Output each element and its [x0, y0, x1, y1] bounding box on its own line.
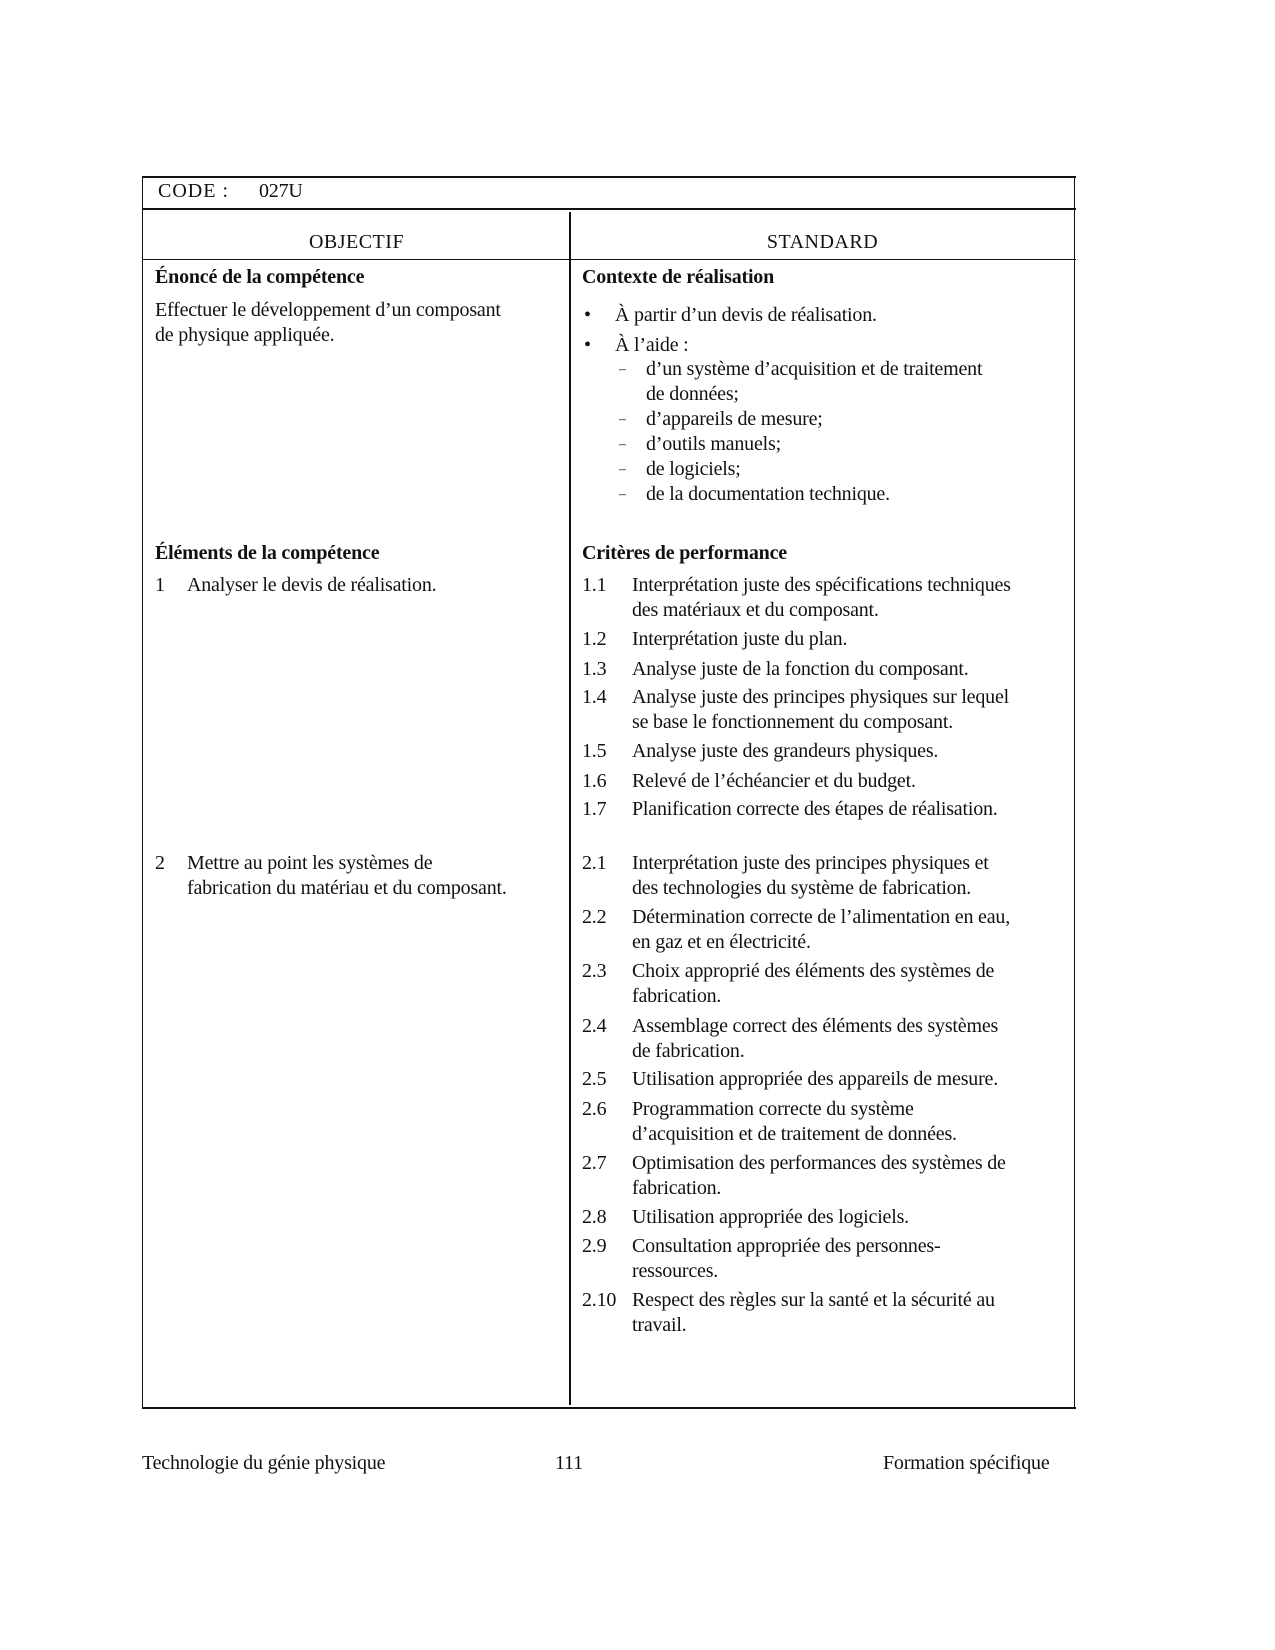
critere-number: 2.1: [582, 852, 607, 874]
contexte-dash-text: d’appareils de mesure;: [646, 408, 823, 430]
critere-number: 1.1: [582, 574, 607, 596]
table-border-left: [142, 176, 143, 1409]
critere-text: Interprétation juste des principes physiques et des technologies du système de fabrication.: [632, 852, 989, 899]
critere-number: 2.8: [582, 1206, 607, 1228]
table-border-right: [1074, 176, 1075, 1409]
critere-number: 2.5: [582, 1068, 607, 1090]
contexte-title: Contexte de réalisation: [582, 266, 775, 288]
footer-page-number: 111: [555, 1452, 583, 1474]
dash-icon: –: [619, 487, 626, 502]
element-number: 1: [155, 574, 165, 596]
critere-number: 2.9: [582, 1235, 607, 1257]
critere-text: Analyse juste des principes physiques sur lequel se base le fonctionnement du composant.: [632, 686, 1009, 733]
dash-icon: –: [619, 412, 626, 427]
critere-text: Planification correcte des étapes de réalisation.: [632, 798, 998, 820]
objectif-header: OBJECTIF: [308, 231, 405, 253]
contexte-bullet-text: À l’aide :: [615, 334, 689, 356]
critere-text: Utilisation appropriée des logiciels.: [632, 1206, 909, 1228]
critere-text: Interprétation juste des spécifications techniques des matériaux et du composant.: [632, 574, 1011, 621]
element-text: Mettre au point les systèmes de fabrication du matériau et du composant.: [187, 852, 507, 899]
table-border-bottom: [142, 1407, 1076, 1409]
critere-text: Choix approprié des éléments des systèmes de fabrication.: [632, 960, 995, 1007]
critere-number: 2.7: [582, 1152, 607, 1174]
enonce-text: Effectuer le développement d’un composant de physique appliquée.: [155, 299, 501, 346]
critere-text: Interprétation juste du plan.: [632, 628, 848, 650]
dash-icon: –: [619, 462, 626, 477]
critere-text: Respect des règles sur la santé et la sécurité au travail.: [632, 1289, 995, 1336]
critere-text: Optimisation des performances des systèmes de fabrication.: [632, 1152, 1006, 1199]
contexte-dash-text: de la documentation technique.: [646, 483, 890, 505]
critere-number: 1.6: [582, 770, 607, 792]
critere-number: 1.5: [582, 740, 607, 762]
critere-number: 2.2: [582, 906, 607, 928]
critere-number: 1.7: [582, 798, 607, 820]
critere-number: 2.6: [582, 1098, 607, 1120]
critere-text: Programmation correcte du système d’acquisition et de traitement de données.: [632, 1098, 957, 1145]
code-row-divider: [142, 208, 1076, 210]
elements-title: Éléments de la compétence: [155, 542, 380, 564]
critere-number: 2.3: [582, 960, 607, 982]
contexte-dash-text: d’un système d’acquisition et de traitement de données;: [646, 358, 983, 405]
dash-icon: –: [619, 362, 626, 377]
contexte-bullet-text: À partir d’un devis de réalisation.: [615, 304, 877, 326]
critere-number: 2.10: [582, 1289, 617, 1311]
table-border-top: [142, 176, 1076, 178]
critere-number: 1.3: [582, 658, 607, 680]
critere-text: Détermination correcte de l’alimentation en eau, en gaz et en électricité.: [632, 906, 1010, 953]
contexte-dash-text: d’outils manuels;: [646, 433, 781, 455]
critere-text: Assemblage correct des éléments des systèmes de fabrication.: [632, 1015, 999, 1062]
critere-number: 2.4: [582, 1015, 607, 1037]
element-number: 2: [155, 852, 165, 874]
code-label: CODE :: [158, 180, 229, 202]
critere-text: Analyse juste des grandeurs physiques.: [632, 740, 939, 762]
critere-number: 1.2: [582, 628, 607, 650]
standard-header: STANDARD: [766, 231, 879, 253]
footer-left: Technologie du génie physique: [142, 1452, 386, 1474]
dash-icon: –: [619, 437, 626, 452]
bullet-icon: •: [584, 334, 591, 356]
critere-text: Relevé de l’échéancier et du budget.: [632, 770, 916, 792]
criteres-title: Critères de performance: [582, 542, 787, 564]
critere-number: 1.4: [582, 686, 607, 708]
element-text: Analyser le devis de réalisation.: [187, 574, 437, 596]
code-value: 027U: [259, 180, 303, 202]
contexte-dash-text: de logiciels;: [646, 458, 741, 480]
footer-right: Formation spécifique: [883, 1452, 1050, 1474]
header-row-divider: [142, 259, 1076, 260]
critere-text: Analyse juste de la fonction du composant.: [632, 658, 969, 680]
bullet-icon: •: [584, 304, 591, 326]
critere-text: Consultation appropriée des personnes- ressources.: [632, 1235, 941, 1282]
critere-text: Utilisation appropriée des appareils de mesure.: [632, 1068, 999, 1090]
column-divider: [569, 212, 571, 1405]
enonce-title: Énoncé de la compétence: [155, 266, 365, 288]
